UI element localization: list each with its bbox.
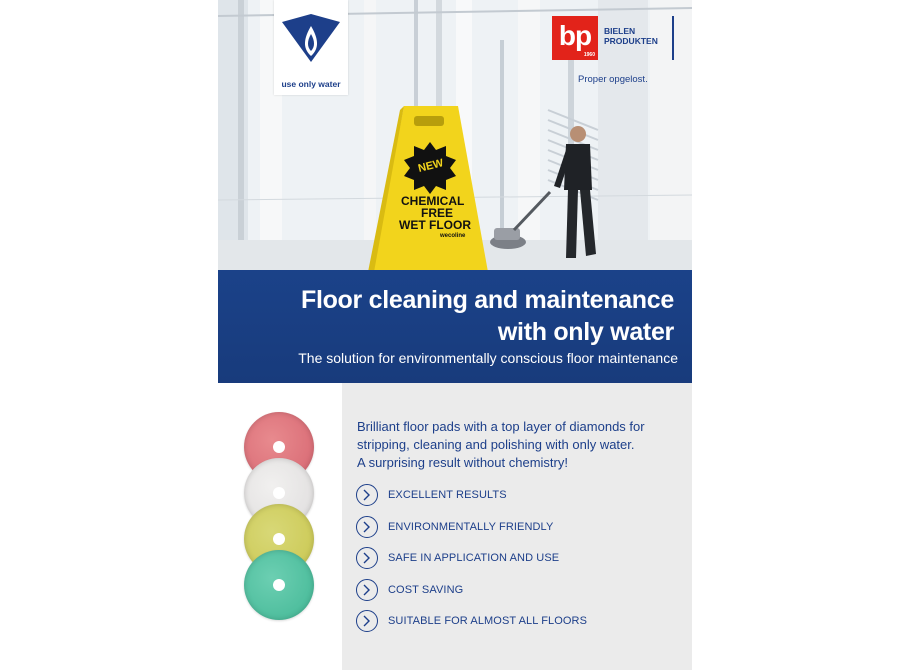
page-title: [234, 284, 674, 348]
sign-line-free: FREE: [421, 206, 454, 220]
page-title-line1: Floor cleaning and maintenance: [300, 286, 674, 314]
sign-line-wet-floor: WET FLOOR: [399, 218, 471, 232]
bp-name-line2: PRODUKTEN: [604, 36, 658, 46]
diamond-water-drop-icon: [274, 0, 348, 70]
feature-label: COST SAVING: [388, 583, 464, 596]
chevron-right-circle-icon: [356, 547, 378, 569]
page-title-line2: with only water: [497, 318, 674, 346]
feature-label: EXCELLENT RESULTS: [388, 489, 507, 501]
bp-divider: [672, 16, 674, 60]
intro-line2: stripping, cleaning and polishing with only water.: [357, 437, 635, 452]
feature-label: SAFE IN APPLICATION AND USE: [388, 552, 560, 564]
feature-item: [356, 605, 587, 637]
bielen-produkten-logo: [548, 14, 678, 66]
features-panel: [342, 383, 692, 670]
hero-photo: [218, 0, 692, 270]
green-floor-pad: [244, 550, 314, 620]
feature-item: [356, 511, 587, 543]
intro-line1: Brilliant floor pads with a top layer of diamonds for: [357, 419, 645, 434]
chevron-right-circle-icon: [356, 516, 378, 538]
feature-list: [356, 479, 587, 637]
sign-brand: wecoline: [440, 233, 466, 239]
bp-tagline: Proper opgelost.: [578, 74, 648, 85]
feature-label: SUITABLE FOR ALMOST ALL FLOORS: [388, 615, 588, 627]
chevron-right-circle-icon: [356, 579, 378, 601]
feature-item: [356, 542, 587, 574]
bp-year: 1960: [583, 52, 595, 58]
sign-new-badge: NEW: [416, 157, 445, 175]
chevron-right-circle-icon: [356, 484, 378, 506]
brochure-page: [218, 0, 692, 670]
logo-tagline: use only water: [281, 79, 341, 89]
intro-text: [357, 418, 677, 472]
intro-line3: A surprising result without chemistry!: [357, 455, 568, 470]
feature-item: [356, 479, 587, 511]
bp-company-name: [604, 26, 664, 46]
bp-mark-text: bp: [558, 20, 592, 51]
floor-pads-image: [244, 412, 322, 626]
page-subtitle: The solution for environmentally conscious floor maintenance: [298, 350, 678, 366]
use-only-water-logo: [274, 0, 348, 95]
chevron-right-circle-icon: [356, 610, 378, 632]
bp-mark: [552, 16, 598, 60]
title-band: [218, 270, 692, 383]
feature-label: ENVIRONMENTALLY FRIENDLY: [388, 520, 554, 533]
feature-item: [356, 574, 587, 606]
bp-name-line1: BIELEN: [604, 26, 636, 36]
sign-line-chemical: CHEMICAL: [401, 194, 465, 208]
